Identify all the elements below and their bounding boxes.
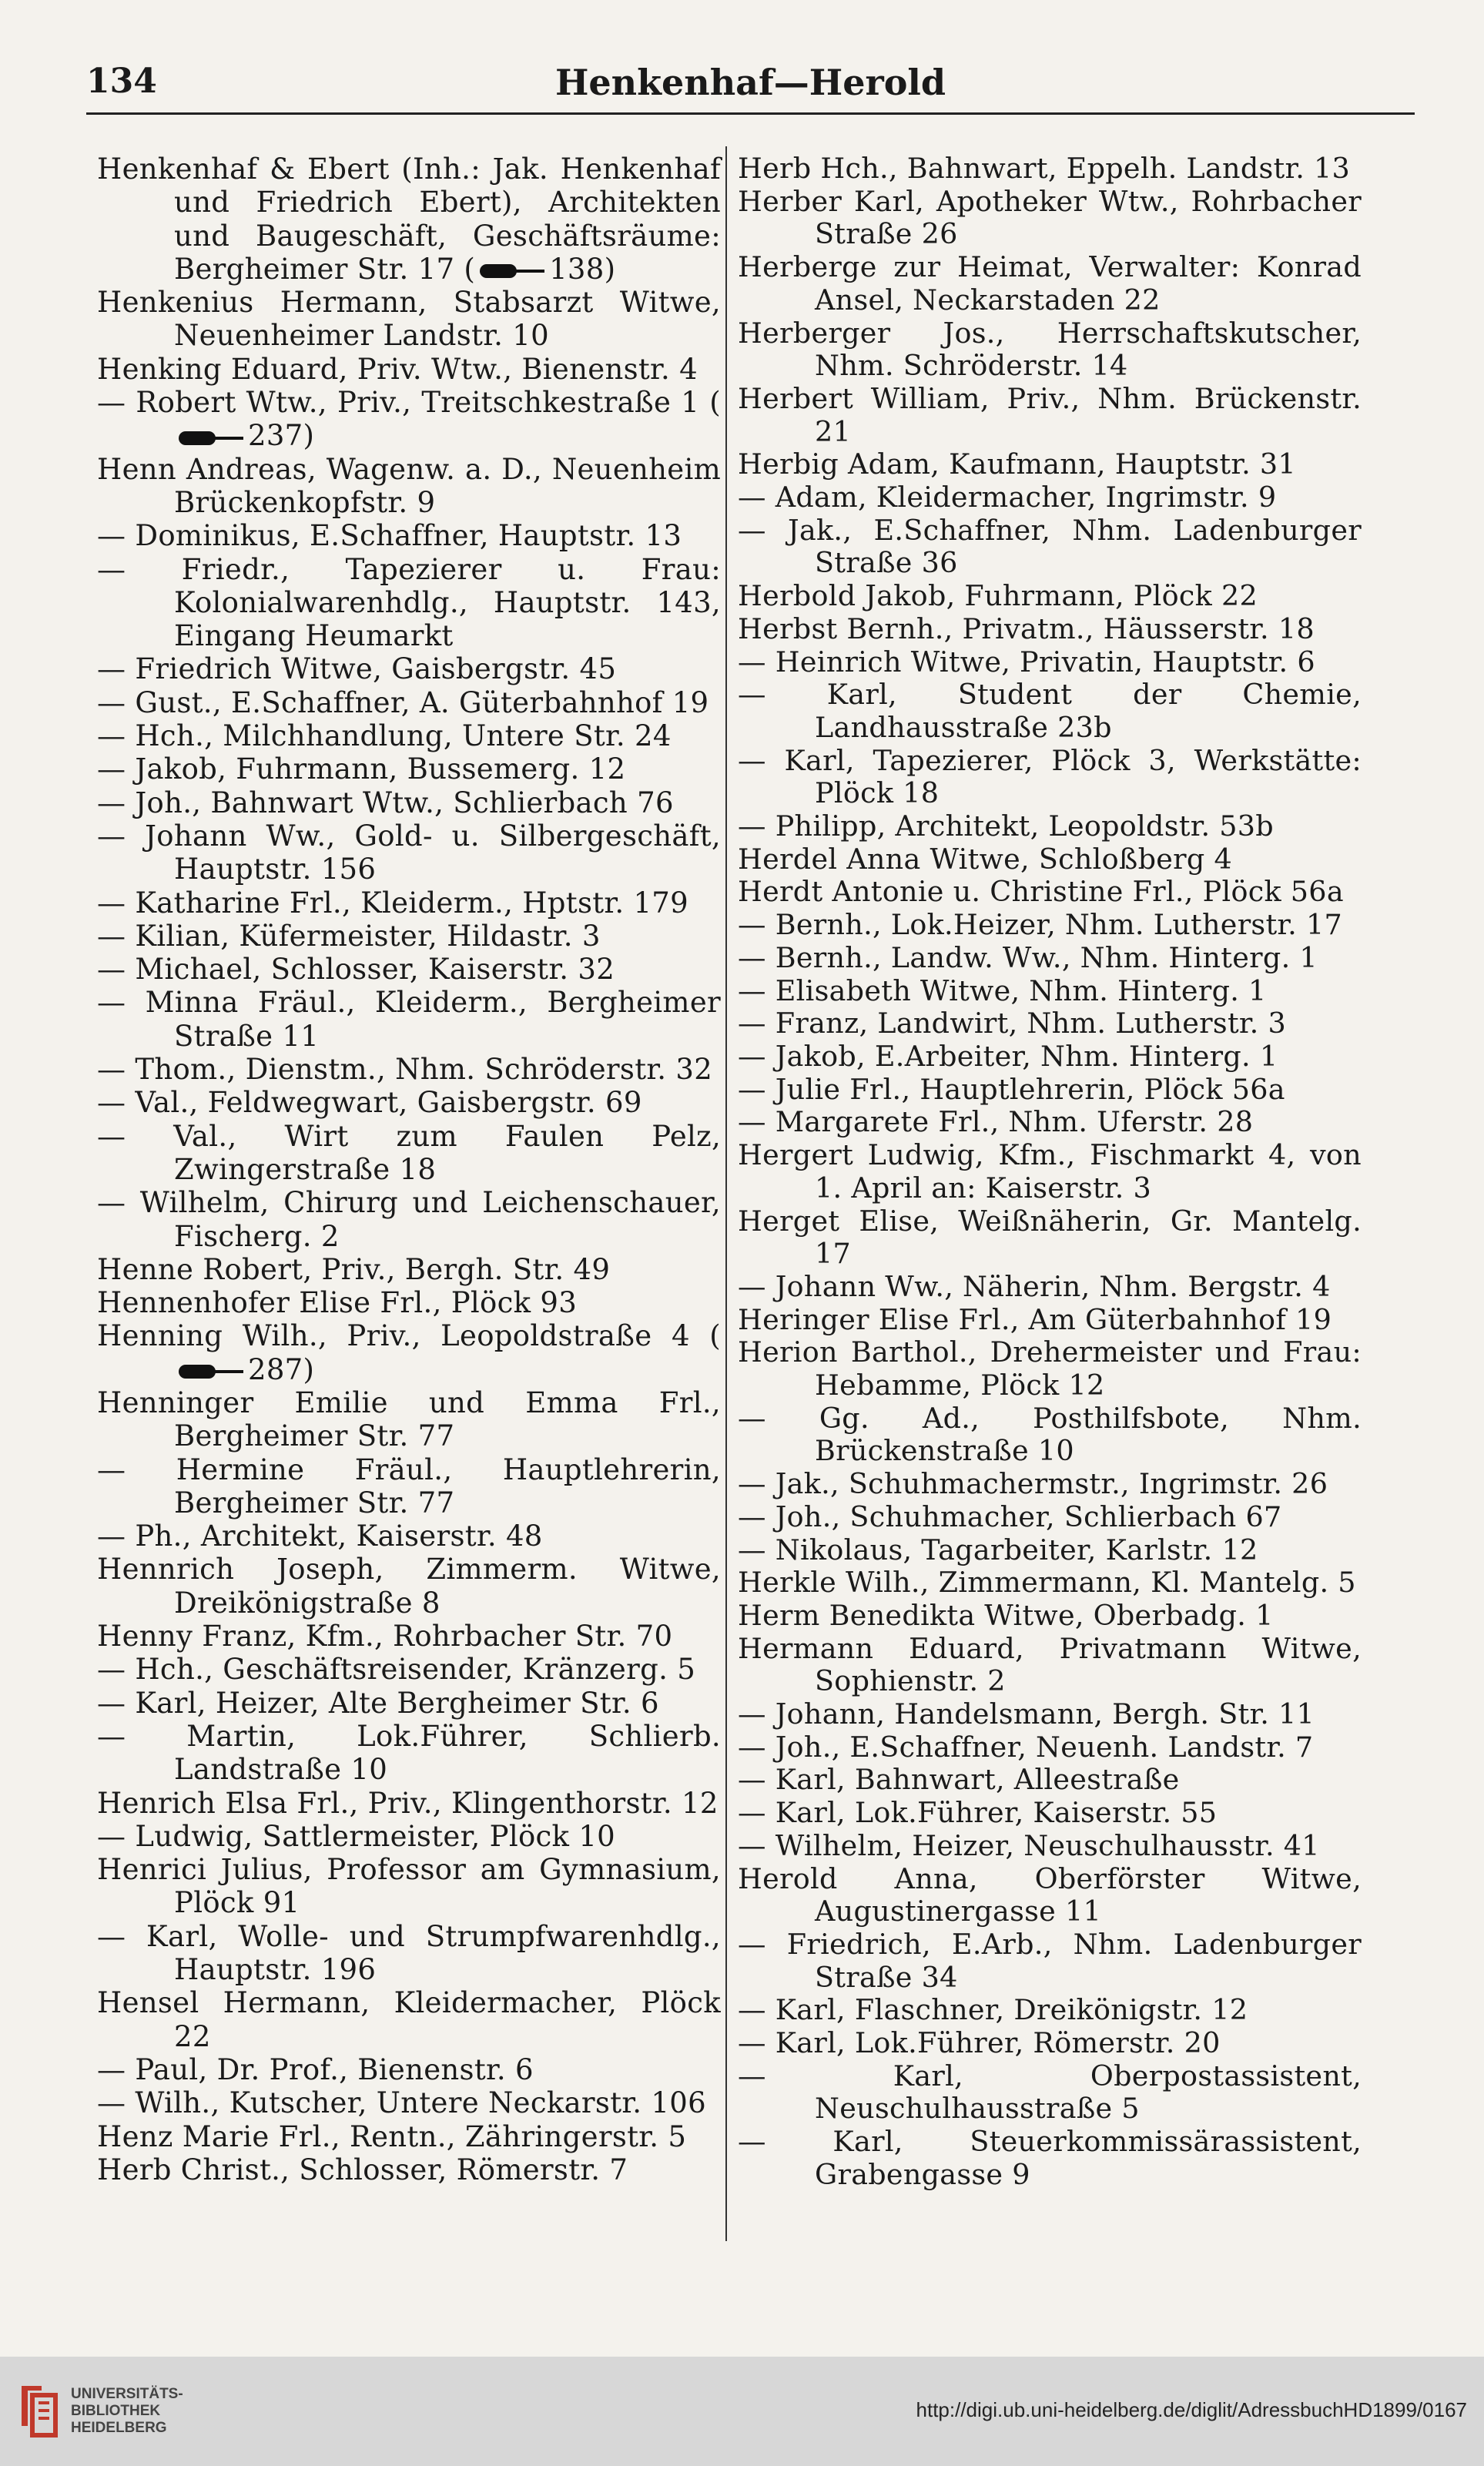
directory-entry (738, 1566, 1362, 1600)
entry-text: — Jak., Schuhmachermstr., Ingrimstr. 26 (738, 1467, 1328, 1501)
directory-entry (738, 1600, 1362, 1633)
directory-entry (738, 152, 1362, 186)
header-rule (86, 112, 1415, 115)
entry-text: Herm Benedikta Witwe, Oberbadg. 1 (738, 1598, 1274, 1632)
entry-text: Henn Andreas, Wagenw. a. D., Neuenheim Brückenkopfstr. 9 (97, 452, 721, 519)
directory-entry (97, 920, 721, 953)
entry-text: — Ludwig, Sattlermeister, Plöck 10 (97, 1819, 616, 1853)
directory-entry (97, 2086, 721, 2119)
telephone-pointer-icon (174, 428, 248, 448)
directory-entry (97, 652, 721, 685)
directory-entry (97, 1820, 721, 1853)
directory-entry (97, 1653, 721, 1686)
entry-text: Henne Robert, Priv., Bergh. Str. 49 (97, 1252, 611, 1286)
directory-entry (738, 909, 1362, 942)
directory-entry (738, 1205, 1362, 1271)
directory-entry (738, 448, 1362, 481)
entry-text: Herbert William, Priv., Nhm. Brückenstr. 21 (738, 381, 1362, 448)
directory-entry (97, 1086, 721, 1119)
entry-text: Herkle Wilh., Zimmermann, Kl. Mantelg. 5 (738, 1566, 1356, 1600)
directory-entry (97, 2120, 721, 2153)
directory-entry (97, 1853, 721, 1920)
directory-entry (97, 2053, 721, 2086)
entry-text: — Wilhelm, Heizer, Neuschulhausstr. 41 (738, 1828, 1320, 1862)
entry-text: Henz Marie Frl., Rentn., Zähringerstr. 5 (97, 2119, 687, 2153)
entry-text: — Robert Wtw., Priv., Treitschkestraße 1 ( (97, 386, 721, 420)
directory-entry (97, 819, 721, 886)
directory-entry (738, 975, 1362, 1008)
entry-text: Herb Christ., Schlosser, Römerstr. 7 (97, 2153, 628, 2186)
directory-entry (738, 810, 1362, 843)
entry-text: — Val., Wirt zum Faulen Pelz, Zwingerstraße 18 (97, 1119, 721, 1186)
directory-entry (738, 1863, 1362, 1928)
telephone-pointer-icon (174, 1362, 248, 1382)
entry-text: — Karl, Student der Chemie, Landhausstraße 23b (738, 678, 1362, 744)
directory-entry (738, 1994, 1362, 2027)
entry-text: Herberger Jos., Herrschaftskutscher, Nhm. Schröderstr. 14 (738, 316, 1362, 383)
directory-entry (97, 1253, 721, 1286)
entry-text: 138) (549, 252, 616, 286)
directory-entry (738, 1534, 1362, 1567)
entry-text: — Elisabeth Witwe, Nhm. Hinterg. 1 (738, 973, 1267, 1007)
entry-text: — Karl, Wolle- und Strumpfwarenhdlg., Hauptstr. 196 (97, 1919, 721, 1987)
entry-text: — Karl, Flaschner, Dreikönigstr. 12 (738, 1993, 1248, 2027)
library-logo-icon (15, 2380, 62, 2441)
directory-entry (738, 514, 1362, 580)
directory-entry (738, 1336, 1362, 1402)
directory-entry (97, 1386, 721, 1453)
entry-text: Herbig Adam, Kaufmann, Hauptstr. 31 (738, 447, 1296, 481)
directory-entry (97, 1720, 721, 1787)
directory-entry (97, 1553, 721, 1620)
directory-entry (97, 886, 721, 920)
right-column (738, 152, 1362, 2192)
entry-text: — Michael, Schlosser, Kaiserstr. 32 (97, 953, 615, 987)
entry-text: Herber Karl, Apotheker Wtw., Rohrbacher Straße 26 (738, 184, 1362, 251)
logo-line-2: BIBLIOTHEK (71, 2403, 161, 2419)
entry-text: — Karl, Tapezierer, Plöck 3, Werkstätte: Plöck 18 (738, 743, 1362, 810)
directory-entry (738, 2060, 1362, 2126)
entry-text: Henking Eduard, Priv. Wtw., Bienenstr. 4 (97, 352, 698, 386)
directory-entry (97, 1120, 721, 1187)
directory-entry (738, 1731, 1362, 1764)
directory-entry (738, 1830, 1362, 1863)
entry-text: — Hch., Milchhandlung, Untere Str. 24 (97, 719, 672, 753)
entry-text: — Wilhelm, Chirurg und Leichenschauer, Fischerg. 2 (97, 1186, 721, 1253)
entry-text: — Dominikus, E.Schaffner, Hauptstr. 13 (97, 519, 682, 553)
source-url-link[interactable]: http://digi.ub.uni-heidelberg.de/diglit/AdressbuchHD1899/0167 (916, 2398, 1467, 2421)
left-column (97, 152, 721, 2186)
directory-entry (738, 613, 1362, 646)
entry-text: — Gg. Ad., Posthilfsbote, Nhm. Brückenstraße 10 (738, 1401, 1362, 1468)
entry-text: — Karl, Bahnwart, Alleestraße (738, 1763, 1180, 1797)
directory-entry (97, 353, 721, 386)
directory-entry (97, 1787, 721, 1820)
directory-entry (738, 1764, 1362, 1797)
directory-entry (738, 2027, 1362, 2060)
directory-entry (97, 553, 721, 653)
entry-text: Henkenius Hermann, Stabsarzt Witwe, Neuenheimer Landstr. 10 (97, 286, 721, 353)
entry-text: Henkenhaf & Ebert (Inh.: Jak. Henkenhaf und Friedrich Ebert), Architekten und Baugeschäft, Geschäftsräume: Bergheimer Str. 17 ( (97, 152, 721, 286)
directory-entry (97, 786, 721, 819)
directory-entry (738, 186, 1362, 251)
entry-text: Herb Hch., Bahnwart, Eppelh. Landstr. 13 (738, 152, 1351, 185)
directory-entry (97, 152, 721, 286)
directory-entry (738, 678, 1362, 744)
directory-entry (738, 1797, 1362, 1830)
logo-line-3: HEIDELBERG (71, 2420, 167, 2436)
entry-text: Herbold Jakob, Fuhrmann, Plöck 22 (738, 579, 1258, 613)
entry-text: Henrici Julius, Professor am Gymnasium, Plöck 91 (97, 1853, 721, 1920)
telephone-pointer-icon (475, 261, 549, 281)
entry-text: — Hch., Geschäftsreisender, Kränzerg. 5 (97, 1653, 696, 1687)
entry-text: — Karl, Steuerkommissärassistent, Grabengasse 9 (738, 2125, 1362, 2191)
directory-entry (97, 2153, 721, 2186)
directory-entry (97, 1519, 721, 1553)
running-title: Henkenhaf—Herold (554, 62, 946, 103)
directory-entry (738, 876, 1362, 909)
entry-text: — Philipp, Architekt, Leopoldstr. 53b (738, 809, 1274, 843)
directory-entry (97, 1687, 721, 1720)
entry-text: — Wilh., Kutscher, Untere Neckarstr. 106 (97, 2086, 706, 2120)
directory-entry (738, 1106, 1362, 1139)
directory-entry (738, 383, 1362, 448)
directory-entry (97, 386, 721, 453)
footer-bar (0, 2357, 1484, 2466)
entry-text: — Jak., E.Schaffner, Nhm. Ladenburger Straße 36 (738, 513, 1362, 580)
entry-text: Henny Franz, Kfm., Rohrbacher Str. 70 (97, 1620, 673, 1653)
entry-text: Herion Barthol., Drehermeister und Frau: Hebamme, Plöck 12 (738, 1335, 1362, 1402)
directory-entry (738, 1501, 1362, 1534)
directory-entry (738, 1271, 1362, 1304)
entry-text: — Johann, Handelsmann, Bergh. Str. 11 (738, 1697, 1315, 1731)
directory-entry (97, 286, 721, 353)
entry-text: — Jakob, Fuhrmann, Bussemerg. 12 (97, 752, 626, 786)
directory-entry (738, 843, 1362, 876)
entry-text: — Adam, Kleidermacher, Ingrimstr. 9 (738, 481, 1277, 514)
entry-text: 287) (248, 1352, 315, 1386)
page-header (86, 62, 1415, 116)
directory-entry (738, 1633, 1362, 1698)
entry-text: — Karl, Lok.Führer, Römerstr. 20 (738, 2026, 1221, 2060)
directory-entry (738, 481, 1362, 514)
library-logo-text (71, 2386, 183, 2437)
entry-text: — Friedr., Tapezierer u. Frau: Kolonialwarenhdlg., Hauptstr. 143, Eingang Heumarkt (97, 552, 721, 653)
entry-text: — Minna Fräul., Kleiderm., Bergheimer Straße 11 (97, 986, 721, 1053)
entry-text: Heringer Elise Frl., Am Güterbahnhof 19 (738, 1302, 1332, 1336)
directory-entry (97, 1920, 721, 1987)
entry-text: — Friedrich, E.Arb., Nhm. Ladenburger Straße 34 (738, 1927, 1362, 1994)
directory-entry (738, 2126, 1362, 2191)
entry-text: — Paul, Dr. Prof., Bienenstr. 6 (97, 2052, 534, 2086)
directory-entry (97, 519, 721, 552)
directory-entry (738, 251, 1362, 317)
directory-entry (738, 1698, 1362, 1731)
directory-entry (738, 1007, 1362, 1040)
entry-text: — Jakob, E.Arbeiter, Nhm. Hinterg. 1 (738, 1039, 1278, 1073)
entry-text: — Katharine Frl., Kleiderm., Hptstr. 179 (97, 886, 688, 920)
entry-text: — Heinrich Witwe, Privatin, Hauptstr. 6 (738, 645, 1315, 678)
directory-entry (97, 1319, 721, 1386)
entry-text: Henrich Elsa Frl., Priv., Klingenthorstr. 12 (97, 1786, 719, 1820)
directory-entry (738, 317, 1362, 383)
entry-text: — Gust., E.Schaffner, A. Güterbahnhof 19 (97, 685, 709, 719)
column-divider (725, 146, 727, 2241)
logo-line-1: UNIVERSITÄTS- (71, 2386, 183, 2402)
entry-text: — Franz, Landwirt, Nhm. Lutherstr. 3 (738, 1007, 1286, 1040)
directory-entry (97, 1986, 721, 2053)
directory-entry (97, 1053, 721, 1086)
entry-text: Henninger Emilie und Emma Frl., Bergheimer Str. 77 (97, 1385, 721, 1453)
entry-text: — Joh., Schuhmacher, Schlierbach 67 (738, 1499, 1282, 1533)
entry-text: Hennrich Joseph, Zimmerm. Witwe, Dreikönigstraße 8 (97, 1553, 721, 1620)
entry-text: Hergert Ludwig, Kfm., Fischmarkt 4, von 1. April an: Kaiserstr. 3 (738, 1138, 1362, 1205)
entry-text: Herdel Anna Witwe, Schloßberg 4 (738, 842, 1233, 876)
entry-text: — Hermine Fräul., Hauptlehrerin, Bergheimer Str. 77 (97, 1452, 721, 1519)
directory-entry (97, 453, 721, 520)
directory-entry (738, 1468, 1362, 1501)
page-number: 134 (86, 62, 157, 101)
entry-text: — Val., Feldwegwart, Gaisbergstr. 69 (97, 1086, 642, 1120)
directory-entry (738, 1139, 1362, 1205)
entry-text: — Joh., E.Schaffner, Neuenh. Landstr. 7 (738, 1730, 1314, 1764)
directory-entry (97, 719, 721, 752)
entry-text: — Julie Frl., Hauptlehrerin, Plöck 56a (738, 1072, 1285, 1106)
entry-text: Herget Elise, Weißnäherin, Gr. Mantelg. 17 (738, 1204, 1362, 1271)
entry-text: Hennenhofer Elise Frl., Plöck 93 (97, 1286, 578, 1320)
entry-text: Herberge zur Heimat, Verwalter: Konrad Ansel, Neckarstaden 22 (738, 250, 1362, 317)
entry-text: Herdt Antonie u. Christine Frl., Plöck 56a (738, 875, 1344, 909)
directory-entry (97, 686, 721, 719)
entry-text: — Margarete Frl., Nhm. Uferstr. 28 (738, 1105, 1254, 1139)
directory-entry (738, 1402, 1362, 1468)
entry-text: Hermann Eduard, Privatmann Witwe, Sophienstr. 2 (738, 1631, 1362, 1698)
entry-text: — Karl, Lok.Führer, Kaiserstr. 55 (738, 1796, 1218, 1830)
directory-entry (738, 580, 1362, 613)
directory-entry (97, 752, 721, 786)
entry-text: — Joh., Bahnwart Wtw., Schlierbach 76 (97, 786, 674, 819)
directory-entry (738, 942, 1362, 975)
entry-text: — Bernh., Lok.Heizer, Nhm. Lutherstr. 17 (738, 908, 1343, 942)
entry-text: — Karl, Heizer, Alte Bergheimer Str. 6 (97, 1686, 659, 1720)
directory-entry (97, 953, 721, 986)
directory-entry (738, 646, 1362, 679)
entry-text: Henning Wilh., Priv., Leopoldstraße 4 ( (97, 1319, 721, 1353)
directory-entry (97, 1453, 721, 1520)
entry-text: Hensel Hermann, Kleidermacher, Plöck 22 (97, 1986, 721, 2053)
entry-text: — Friedrich Witwe, Gaisbergstr. 45 (97, 652, 617, 686)
entry-text: Herold Anna, Oberförster Witwe, Augustinergasse 11 (738, 1861, 1362, 1928)
entry-text: — Nikolaus, Tagarbeiter, Karlstr. 12 (738, 1533, 1258, 1566)
directory-entry (738, 745, 1362, 810)
directory-entry (738, 1304, 1362, 1337)
directory-entry (97, 1286, 721, 1319)
entry-text: Herbst Bernh., Privatm., Häusserstr. 18 (738, 611, 1315, 645)
entry-text: — Bernh., Landw. Ww., Nhm. Hinterg. 1 (738, 940, 1318, 974)
directory-entry (738, 1074, 1362, 1107)
entry-text: — Ph., Architekt, Kaiserstr. 48 (97, 1519, 543, 1553)
entry-text: — Johann Ww., Gold- u. Silbergeschäft, Hauptstr. 156 (97, 819, 721, 886)
directory-entry (738, 1040, 1362, 1074)
entry-text: — Martin, Lok.Führer, Schlierb. Landstraße 10 (97, 1719, 721, 1787)
entry-text: — Thom., Dienstm., Nhm. Schröderstr. 32 (97, 1053, 713, 1087)
directory-entry (738, 1928, 1362, 1994)
directory-entry (97, 1186, 721, 1253)
entry-text: — Johann Ww., Näherin, Nhm. Bergstr. 4 (738, 1269, 1331, 1303)
entry-text: 237) (248, 419, 315, 453)
entry-text: — Karl, Oberpostassistent, Neuschulhausstraße 5 (738, 2059, 1362, 2126)
directory-entry (97, 986, 721, 1053)
directory-entry (97, 1620, 721, 1653)
entry-text: — Kilian, Küfermeister, Hildastr. 3 (97, 919, 601, 953)
